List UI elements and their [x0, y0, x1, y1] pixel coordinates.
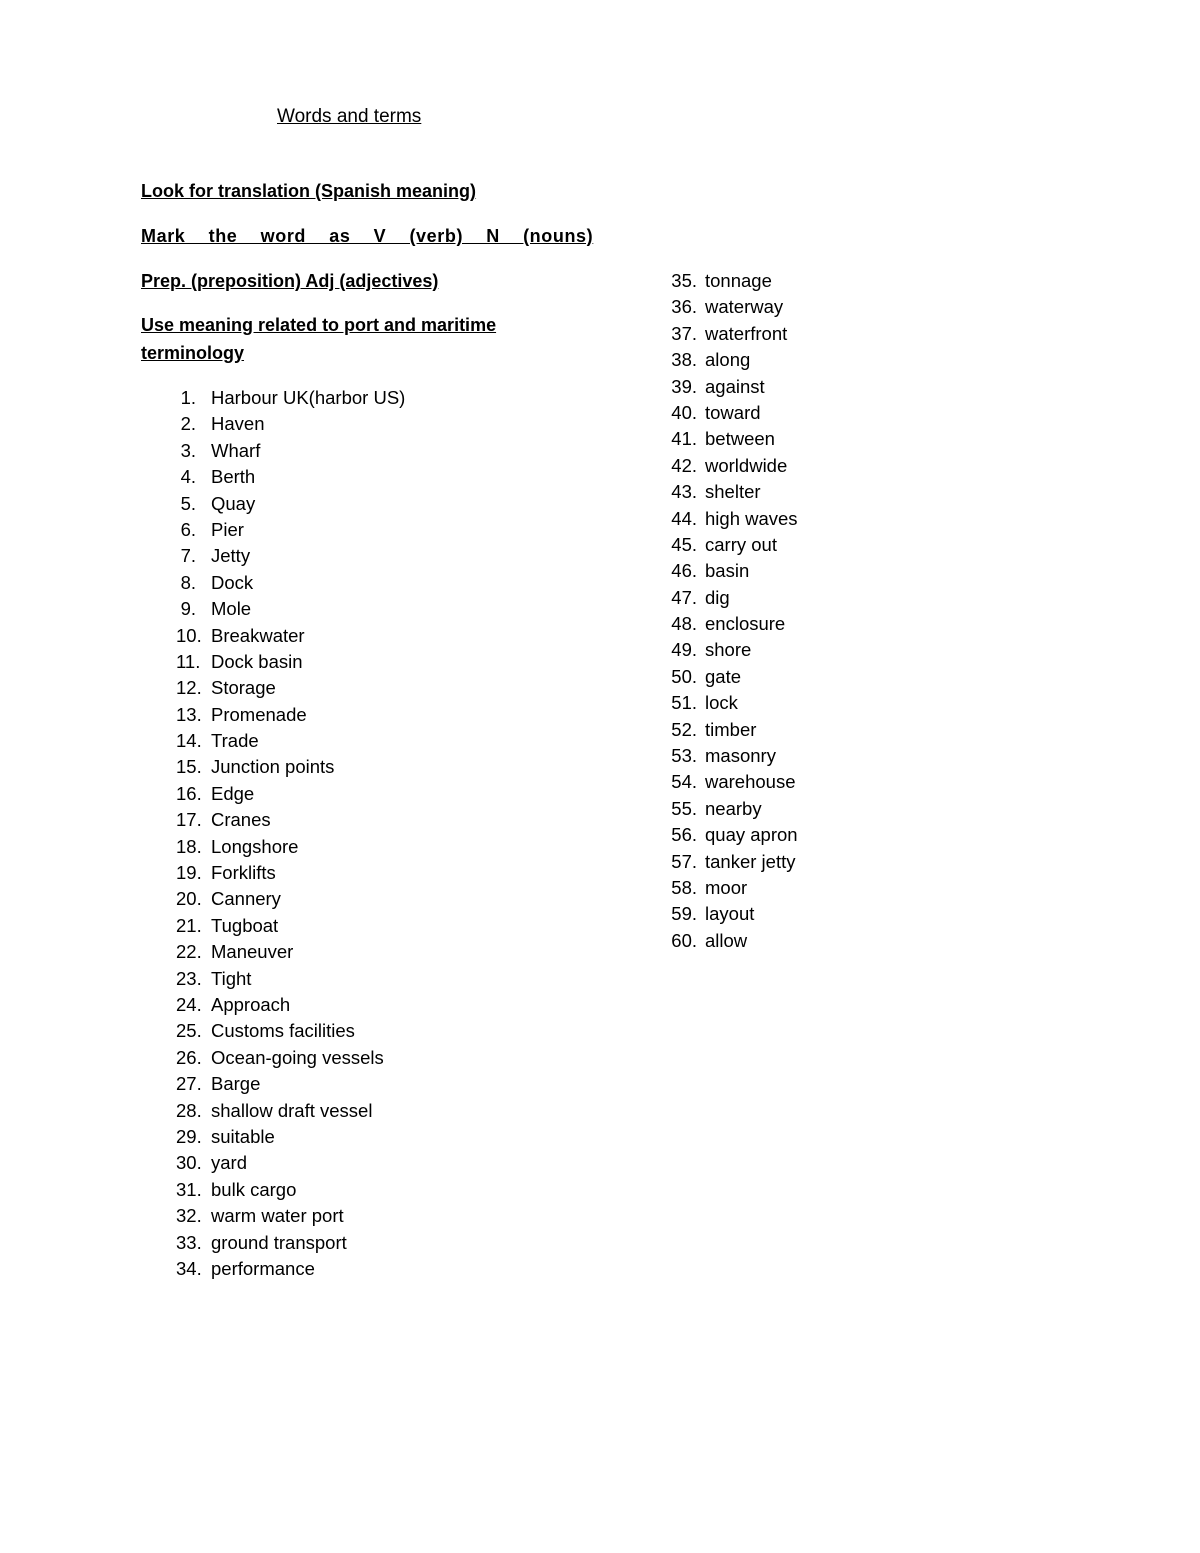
list-item: [669, 664, 742, 690]
word-list-column-2: [669, 268, 798, 954]
list-item: [669, 400, 761, 426]
list-item-term: dig: [705, 586, 730, 608]
list-item: [176, 570, 254, 596]
list-item-number: 29.: [176, 1125, 202, 1147]
list-item-term: Tugboat: [211, 914, 279, 936]
list-item-number: 12.: [176, 677, 202, 699]
list-item: [176, 860, 276, 886]
list-item-term: Promenade: [211, 703, 307, 725]
list-item-term: suitable: [211, 1125, 275, 1147]
list-item-term: Tight: [211, 967, 252, 989]
list-item: [669, 268, 772, 294]
list-item-number: 49.: [671, 639, 697, 661]
list-item-number: 7.: [180, 545, 196, 567]
list-item-term: Mole: [211, 598, 252, 620]
list-item-term: bulk cargo: [211, 1178, 297, 1200]
list-item-term: basin: [705, 560, 750, 582]
list-item: [669, 426, 775, 452]
list-item: [669, 585, 730, 611]
list-item: [176, 438, 261, 464]
list-item-term: Harbour UK(harbor US): [211, 387, 406, 408]
list-item: [176, 1230, 347, 1256]
list-item: [669, 928, 748, 954]
list-item: [176, 886, 281, 912]
list-item-term: against: [705, 375, 765, 397]
list-item: [669, 637, 752, 663]
list-item: [176, 1256, 315, 1282]
list-item-number: 28.: [176, 1099, 202, 1121]
list-item: [176, 702, 307, 728]
list-item: [669, 875, 748, 901]
list-item-term: Barge: [211, 1073, 261, 1095]
list-item: [176, 517, 244, 543]
list-item-number: 2.: [180, 413, 196, 435]
list-item-term: waterway: [705, 296, 784, 318]
list-item: [176, 1098, 373, 1124]
list-item-number: 40.: [671, 401, 697, 423]
list-item-number: 55.: [671, 797, 697, 819]
list-item-term: worldwide: [705, 454, 788, 476]
list-item-term: lock: [705, 692, 738, 714]
list-item-term: moor: [705, 876, 748, 898]
list-item-number: 1.: [180, 387, 196, 408]
list-item-term: Approach: [211, 993, 291, 1015]
list-item-term: Storage: [211, 677, 276, 699]
list-item-term: Berth: [211, 466, 256, 488]
list-item: [669, 321, 788, 347]
list-item-number: 14.: [176, 730, 202, 752]
word-list-column-1: [176, 385, 406, 1282]
list-item: [669, 347, 751, 373]
list-item-term: Customs facilities: [211, 1020, 355, 1042]
list-item: [176, 728, 259, 754]
list-item-term: shelter: [705, 481, 761, 503]
list-item-term: Breakwater: [211, 624, 305, 646]
list-item-term: Cranes: [211, 809, 271, 831]
list-item-number: 44.: [671, 507, 697, 529]
list-item: [176, 385, 406, 411]
instruction-translation: Look for translation (Spanish meaning): [141, 181, 477, 201]
list-item-number: 38.: [671, 349, 697, 371]
list-item-term: enclosure: [705, 613, 786, 635]
instruction-terminology: terminology: [141, 343, 245, 363]
list-item-number: 17.: [176, 809, 202, 831]
list-item: [176, 1177, 297, 1203]
list-item-number: 35.: [671, 270, 697, 291]
list-item-number: 60.: [671, 929, 697, 951]
list-item: [176, 543, 251, 569]
list-item-term: Junction points: [211, 756, 335, 778]
list-item-number: 18.: [176, 835, 202, 857]
list-item-number: 39.: [671, 375, 697, 397]
list-item: [669, 849, 796, 875]
list-item-term: high waves: [705, 507, 798, 529]
list-item: [176, 939, 294, 965]
list-item-number: 41.: [671, 428, 697, 450]
list-item: [176, 1018, 355, 1044]
list-item: [669, 558, 750, 584]
list-item-term: Cannery: [211, 888, 281, 910]
list-item-term: timber: [705, 718, 757, 740]
list-item-number: 20.: [176, 888, 202, 910]
list-item: [176, 411, 265, 437]
list-item-number: 34.: [176, 1257, 202, 1279]
list-item: [669, 611, 786, 637]
list-item-number: 5.: [180, 492, 196, 514]
list-item-number: 13.: [176, 703, 202, 725]
list-item-number: 27.: [176, 1073, 202, 1095]
list-item-number: 46.: [671, 560, 697, 582]
list-item-number: 3.: [180, 439, 196, 461]
list-item-term: warm water port: [211, 1205, 344, 1227]
list-item-term: Haven: [211, 413, 265, 435]
list-item-number: 21.: [176, 914, 202, 936]
list-item-number: 37.: [671, 322, 697, 344]
list-item-term: yard: [211, 1152, 247, 1174]
list-item-term: Quay: [211, 492, 256, 514]
list-item-number: 16.: [176, 782, 202, 804]
page-title: Words and terms: [277, 106, 422, 127]
list-item-number: 6.: [180, 518, 196, 540]
list-item-number: 9.: [180, 598, 196, 620]
list-item-number: 4.: [180, 466, 196, 488]
list-item: [176, 1071, 261, 1097]
list-item-number: 19.: [176, 862, 202, 884]
list-item-number: 26.: [176, 1046, 202, 1068]
list-item-term: tanker jetty: [705, 850, 796, 872]
list-item-term: along: [705, 349, 751, 371]
list-item-number: 31.: [176, 1178, 202, 1200]
list-item-number: 10.: [176, 624, 202, 646]
list-item-term: Dock: [211, 571, 254, 593]
list-item-number: 50.: [671, 665, 697, 687]
list-item-term: Pier: [211, 518, 244, 540]
list-item-number: 57.: [671, 850, 697, 872]
list-item-number: 23.: [176, 967, 202, 989]
list-item-number: 52.: [671, 718, 697, 740]
list-item: [176, 1045, 384, 1071]
instruction-mark-word: Mark the word as V (verb) N (nouns): [141, 226, 594, 246]
list-item-term: Maneuver: [211, 941, 294, 963]
list-item: [176, 1150, 247, 1176]
list-item-term: ground transport: [211, 1231, 347, 1253]
list-item: [176, 596, 252, 622]
list-item: [669, 717, 757, 743]
list-item-number: 45.: [671, 533, 697, 555]
list-item-term: warehouse: [705, 771, 796, 793]
list-item: [176, 834, 299, 860]
list-item: [669, 453, 788, 479]
list-item: [669, 690, 738, 716]
list-item: [176, 1124, 275, 1150]
list-item: [669, 822, 798, 848]
list-item-term: tonnage: [705, 270, 772, 291]
list-item-number: 22.: [176, 941, 202, 963]
list-item-number: 30.: [176, 1152, 202, 1174]
list-item: [176, 1203, 344, 1229]
list-item-term: Jetty: [211, 545, 251, 567]
list-item: [669, 769, 796, 795]
list-item: [176, 623, 305, 649]
list-item-number: 42.: [671, 454, 697, 476]
list-item: [669, 294, 784, 320]
list-item-number: 58.: [671, 876, 697, 898]
list-item-number: 54.: [671, 771, 697, 793]
list-item-number: 25.: [176, 1020, 202, 1042]
list-item: [176, 992, 291, 1018]
list-item-number: 24.: [176, 993, 202, 1015]
list-item: [176, 464, 256, 490]
list-item-number: 59.: [671, 903, 697, 925]
list-item-number: 51.: [671, 692, 697, 714]
list-item-term: carry out: [705, 533, 777, 555]
list-item: [669, 532, 777, 558]
list-item-term: Edge: [211, 782, 255, 804]
list-item-number: 33.: [176, 1231, 202, 1253]
list-item-term: allow: [705, 929, 748, 951]
list-item-term: Dock basin: [211, 650, 303, 672]
list-item-term: Longshore: [211, 835, 299, 857]
list-item: [176, 754, 335, 780]
list-item: [176, 675, 276, 701]
list-item-number: 15.: [176, 756, 202, 778]
list-item-number: 8.: [180, 571, 196, 593]
list-item: [669, 796, 762, 822]
list-item-number: 36.: [671, 296, 697, 318]
list-item: [669, 479, 761, 505]
list-item: [176, 649, 303, 675]
list-item-term: shallow draft vessel: [211, 1099, 373, 1121]
list-item-number: 56.: [671, 824, 697, 846]
list-item-term: Trade: [211, 730, 259, 752]
list-item-term: waterfront: [705, 322, 788, 344]
list-item: [176, 913, 279, 939]
list-item: [176, 781, 255, 807]
list-item: [176, 807, 271, 833]
list-item: [669, 743, 776, 769]
list-item-term: Ocean-going vessels: [211, 1046, 384, 1068]
list-item-number: 53.: [671, 745, 697, 767]
instruction-prep-adj: Prep. (preposition) Adj (adjectives): [141, 271, 439, 291]
list-item-number: 48.: [671, 613, 697, 635]
list-item: [669, 901, 755, 927]
list-item-term: toward: [705, 401, 761, 423]
list-item-term: between: [705, 428, 775, 450]
list-item: [176, 491, 256, 517]
list-item-number: 11.: [176, 650, 201, 672]
list-item-number: 32.: [176, 1205, 202, 1227]
list-item: [176, 966, 252, 992]
list-item-term: Forklifts: [211, 862, 276, 884]
list-item: [669, 374, 765, 400]
list-item: [669, 506, 798, 532]
list-item-term: performance: [211, 1257, 315, 1279]
list-item-term: quay apron: [705, 824, 798, 846]
list-item-term: shore: [705, 639, 752, 661]
list-item-term: nearby: [705, 797, 762, 819]
list-item-number: 43.: [671, 481, 697, 503]
instruction-use-meaning: Use meaning related to port and maritime: [141, 315, 497, 335]
list-item-term: layout: [705, 903, 755, 925]
list-item-term: Wharf: [211, 439, 261, 461]
list-item-number: 47.: [671, 586, 697, 608]
list-item-term: gate: [705, 665, 742, 687]
list-item-term: masonry: [705, 745, 776, 767]
